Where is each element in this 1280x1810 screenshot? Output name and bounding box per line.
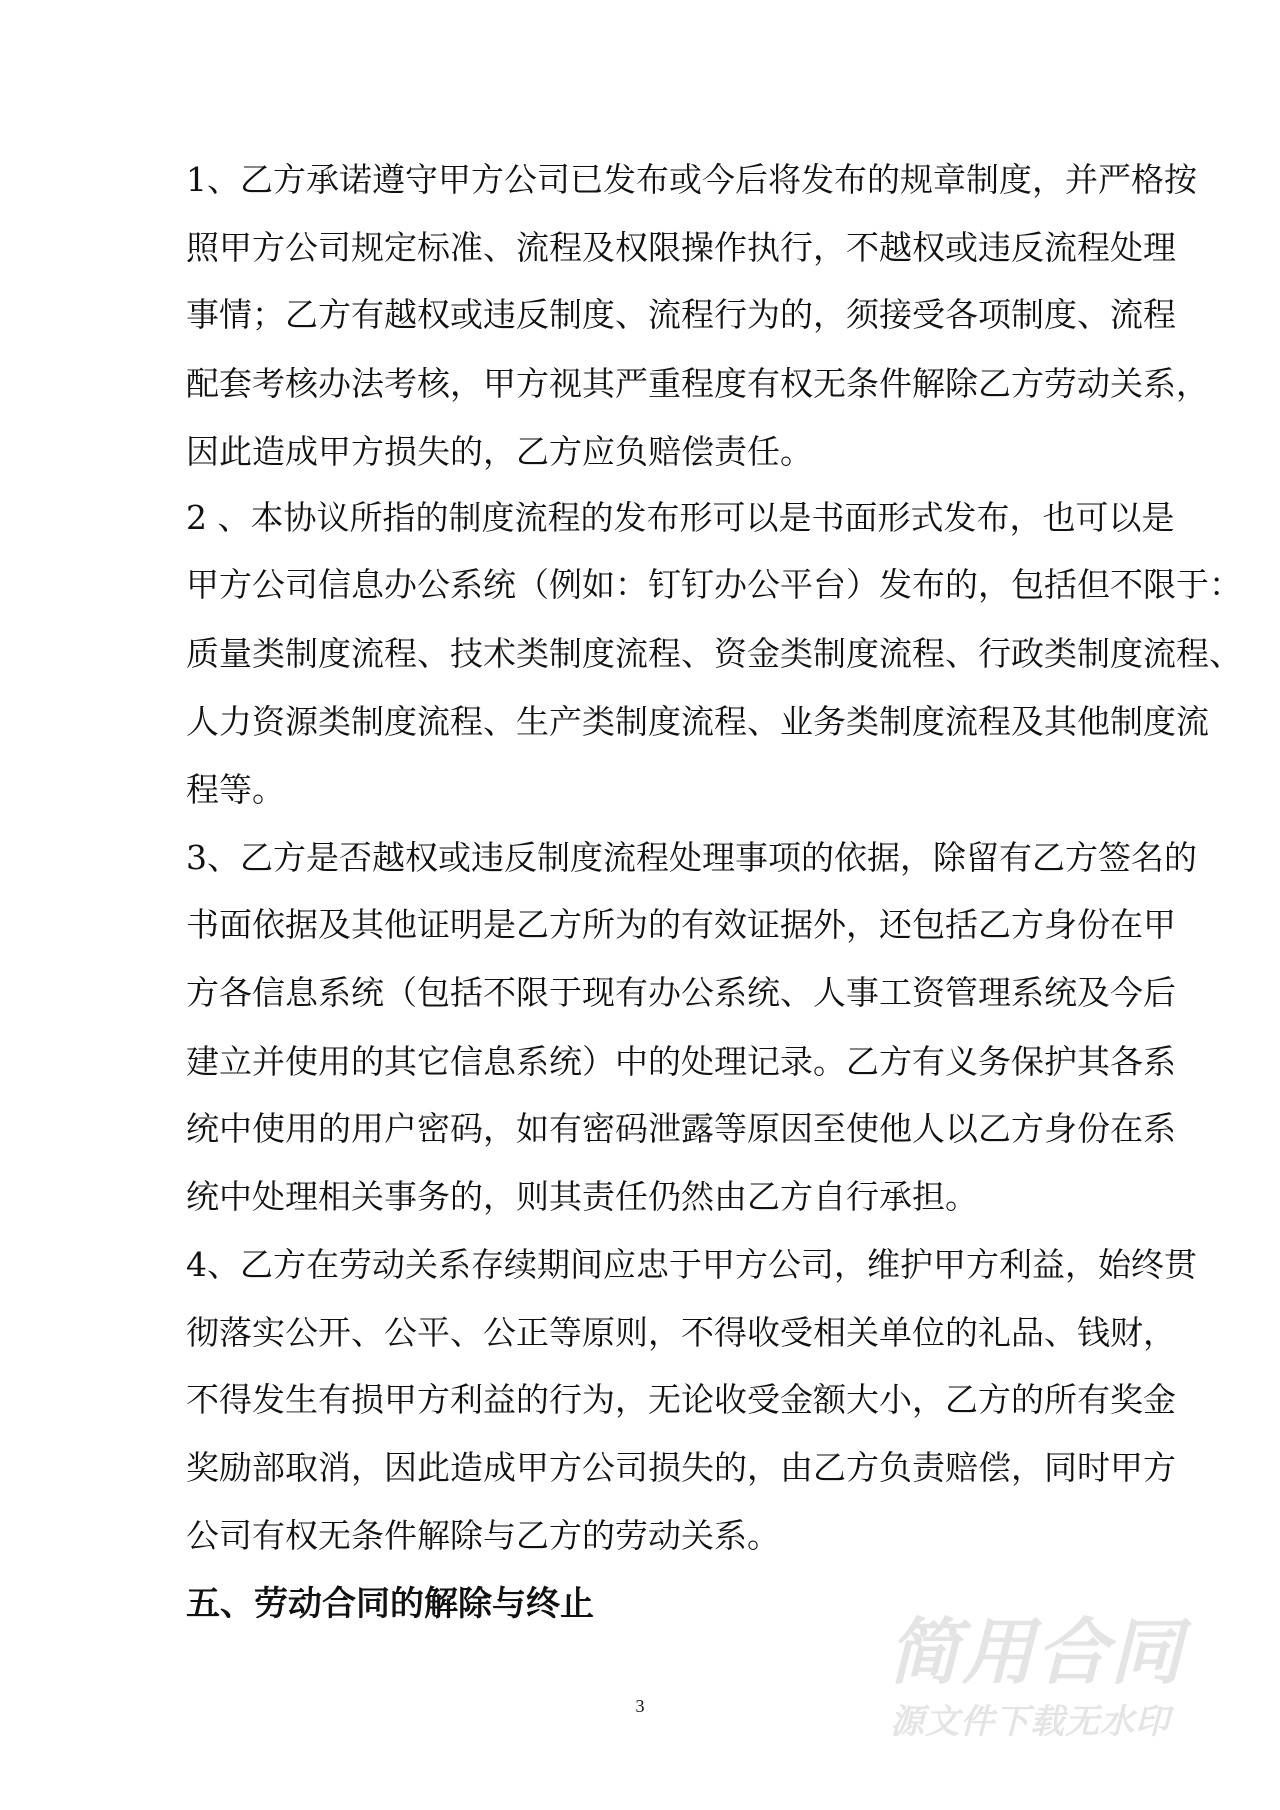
paragraph-4-line: 公司有权无条件解除与乙方的劳动关系。 [186,1516,780,1555]
paragraph-1-line: 配套考核办法考核，甲方视其严重程度有权无条件解除乙方劳动关系， [186,364,1209,403]
paragraph-3-line: 建立并使用的其它信息系统）中的处理记录。乙方有义务保护其各系 [186,1042,1176,1081]
paragraph-1-line: 1、乙方承诺遵守甲方公司已发布或今后将发布的规章制度，并严格按 [186,160,1197,199]
paragraph-3-line: 方各信息系统（包括不限于现有办公系统、人事工资管理系统及今后 [186,973,1176,1012]
paragraph-2-line: 人力资源类制度流程、生产类制度流程、业务类制度流程及其他制度流 [186,702,1209,741]
paragraph-2-line: 质量类制度流程、技术类制度流程、资金类制度流程、行政类制度流程、 [186,634,1242,673]
page-number: 3 [635,1696,645,1716]
section-heading: 五、劳动合同的解除与终止 [186,1584,594,1624]
paragraph-2-line: 2 、本协议所指的制度流程的发布形可以是书面形式发布，也可以是 [186,498,1175,537]
paragraph-3-line: 统中使用的用户密码，如有密码泄露等原因至使他人以乙方身份在系 [186,1109,1176,1148]
paragraph-2-line: 程等。 [186,770,285,809]
paragraph-3-line: 3、乙方是否越权或违反制度流程处理事项的依据，除留有乙方签名的 [186,838,1197,877]
paragraph-2-line: 甲方公司信息办公系统（例如：钉钉办公平台）发布的，包括但不限于： [186,565,1242,604]
paragraph-4-line: 奖励部取消，因此造成甲方公司损失的，由乙方负责赔偿，同时甲方 [186,1448,1176,1487]
paragraph-1-line: 事情；乙方有越权或违反制度、流程行为的，须接受各项制度、流程 [186,295,1176,334]
paragraph-4-line: 不得发生有损甲方利益的行为，无论收受金额大小，乙方的所有奖金 [186,1380,1176,1419]
watermark-subtitle: 源文件下载无水印 [890,1702,1170,1742]
paragraph-4-line: 彻落实公开、公平、公正等原则，不得收受相关单位的礼品、钱财， [186,1313,1176,1352]
paragraph-3-line: 书面依据及其他证明是乙方所为的有效证据外，还包括乙方身份在甲 [186,905,1176,944]
paragraph-1-line: 因此造成甲方损失的，乙方应负赔偿责任。 [186,432,813,471]
watermark-title: 简用合同 [888,1610,1185,1694]
paragraph-3-line: 统中处理相关事务的，则其责任仍然由乙方自行承担。 [186,1177,978,1216]
paragraph-4-line: 4、乙方在劳动关系存续期间应忠于甲方公司，维护甲方利益，始终贯 [186,1245,1197,1284]
paragraph-1-line: 照甲方公司规定标准、流程及权限操作执行，不越权或违反流程处理 [186,228,1176,267]
